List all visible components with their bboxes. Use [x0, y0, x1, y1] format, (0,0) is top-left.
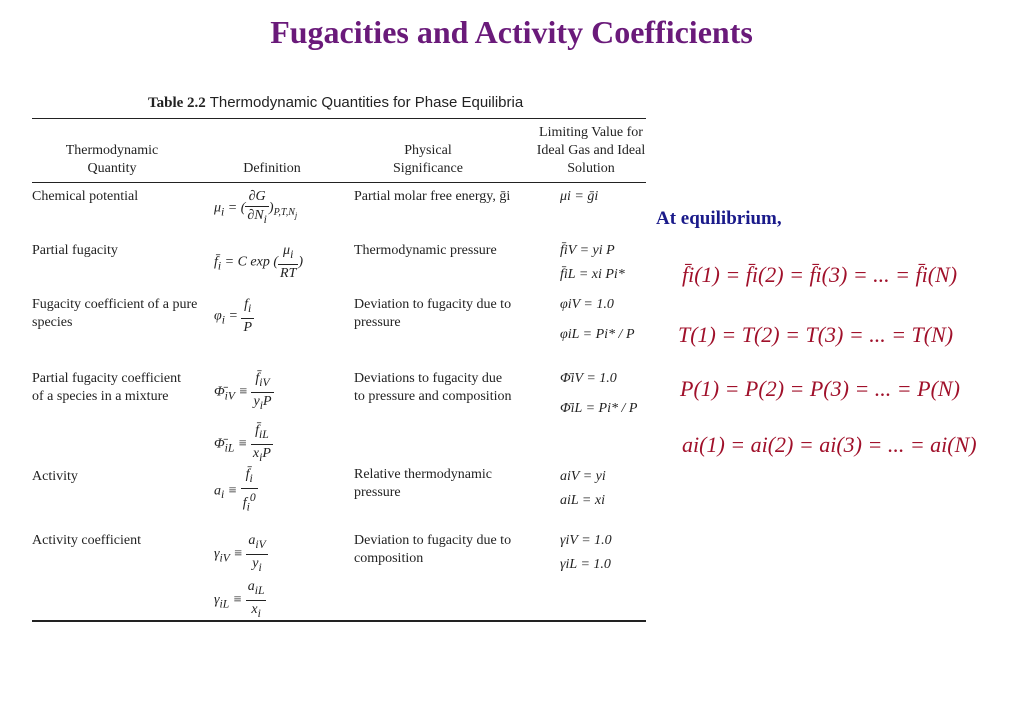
header-quantity: Thermodynamic Quantity: [65, 143, 159, 176]
equation-activity: ai(1) = ai(2) = ai(3) = ... = ai(N): [682, 432, 977, 457]
row-definition: $\Phī_{iV}$ ≡ $\frac{f̄_{iV}}{y_iP}$: [214, 371, 272, 412]
row-significance: Thermodynamic pressure: [354, 243, 497, 258]
equation-fugacity: f̄i(1) = f̄i(2) = f̄i(3) = ... = f̄i(N): [682, 262, 958, 287]
thermo-table: [32, 92, 646, 622]
row-definition: $\varphi_i$ = $\frac{f_i}{P}$: [214, 297, 253, 335]
row-quantity: Fugacity coefficient of a pure species: [32, 297, 198, 330]
row-limiting: μi = ḡi: [560, 189, 599, 204]
caption-number: Table 2.2: [148, 95, 206, 111]
row-definition: $\gamma_{iL}$ ≡ $\frac{a_{iL}}{x_i}$: [214, 579, 265, 620]
row-significance: Deviation to fugacity due to pressure: [354, 297, 512, 330]
row-limiting: aiV = yi: [560, 469, 606, 484]
header-significance: Physical Significance: [393, 143, 463, 176]
row-significance: Partial molar free energy, ḡi: [354, 189, 511, 204]
row-definition: $a_i$ ≡ $\frac{f̄_i}{f_i^0}$: [214, 467, 256, 514]
slide-title: Fugacities and Activity Coefficients: [270, 14, 753, 50]
row-limiting: φiL = Pi* / P: [560, 327, 635, 342]
header-definition: Definition: [243, 161, 301, 176]
bottom-rule: [32, 620, 646, 622]
row-definition: $\mu_i$ = ( $\frac{\partial G}{\partial N_i}$ )$_{P,T,N_j}$: [214, 189, 298, 226]
row-limiting: γiL = 1.0: [560, 557, 611, 572]
header-limiting: Limiting Value for Ideal Gas and Ideal Solution: [536, 125, 646, 176]
row-limiting: aiL = xi: [560, 493, 605, 508]
row-significance: Deviations to fugacity due to pressure and composition: [354, 371, 512, 404]
header-rule: [32, 182, 646, 183]
row-limiting: γiV = 1.0: [560, 533, 612, 548]
row-definition: $\gamma_{iV}$ ≡ $\frac{a_{iV}}{y_i}$: [214, 533, 266, 574]
row-significance: Relative thermodynamic pressure: [354, 467, 493, 500]
equation-pressure: P(1) = P(2) = P(3) = ... = P(N): [680, 376, 960, 401]
row-significance: Deviation to fugacity due to composition: [354, 533, 512, 566]
row-quantity: Partial fugacity coefficient of a species in a mixture: [32, 371, 182, 404]
row-limiting: φiV = 1.0: [560, 297, 614, 312]
row-quantity: Partial fugacity: [32, 243, 118, 258]
row-quantity: Activity coefficient: [32, 533, 141, 548]
row-quantity: Chemical potential: [32, 189, 139, 204]
equilibrium-label: At equilibrium,: [656, 208, 782, 229]
row-quantity: Activity: [32, 469, 78, 484]
row-limiting: f̄iL = xi Pi*: [560, 267, 625, 282]
table-caption: [148, 94, 523, 112]
caption-text: Thermodynamic Quantities for Phase Equilibria: [209, 94, 524, 111]
top-rule: [32, 118, 646, 119]
equation-temperature: T(1) = T(2) = T(3) = ... = T(N): [678, 322, 954, 347]
row-definition: $f̄_i = C$ exp ( $\frac{\mu_i}{RT}$ ): [214, 243, 304, 281]
row-definition: $\Phī_{iL}$ ≡ $\frac{f̄_{iL}}{x_iP}$: [214, 423, 271, 464]
row-limiting: f̄iV = yi P: [560, 243, 615, 258]
row-limiting: Φ̄iL = Pi* / P: [560, 401, 638, 416]
row-limiting: Φ̄iV = 1.0: [560, 371, 617, 386]
